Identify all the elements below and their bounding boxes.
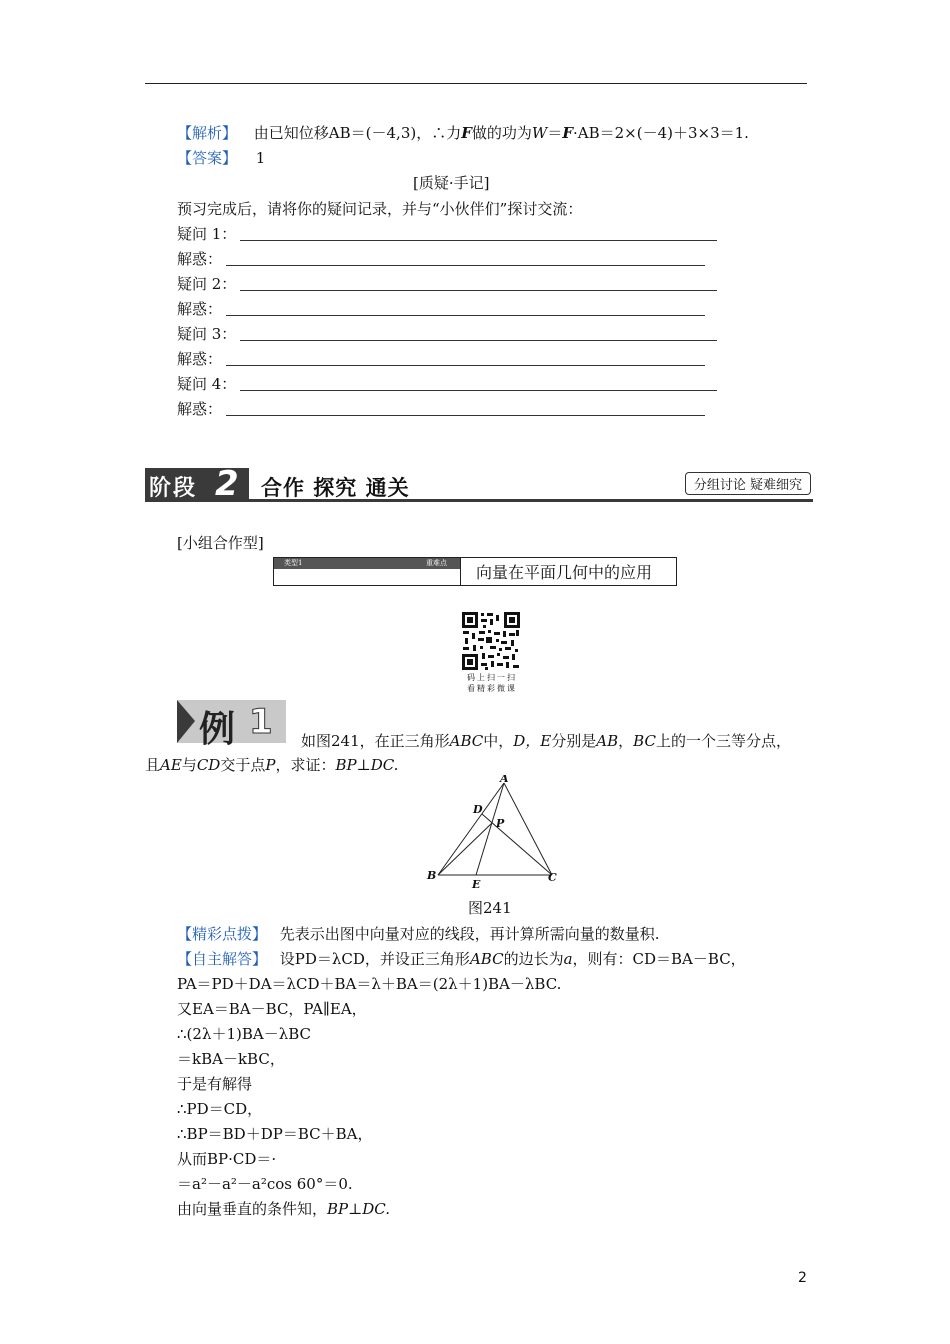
note-fill-line[interactable] — [226, 315, 705, 316]
analysis-line — [177, 123, 749, 143]
example-text: 如图241，在正三角形 — [301, 732, 450, 750]
solution-abc: ABC — [469, 950, 504, 968]
example-abc: ABC — [449, 732, 484, 750]
label-c: C — [548, 871, 557, 884]
example-text: 分别是 — [551, 732, 597, 750]
example-text: ，求证： — [275, 756, 336, 774]
example-number: 1 — [249, 702, 273, 742]
solution-line: 又EA＝BA－BC，PA∥EA， — [177, 1000, 367, 1018]
example-ab: AB — [596, 732, 619, 750]
example-text: 中， — [483, 732, 514, 750]
note-fill-line[interactable] — [240, 390, 717, 391]
type-box-bar — [274, 558, 460, 569]
analysis-text: 由已知位移AB＝(－4,3)，∴力 — [253, 124, 462, 142]
qr-caption-line1: 码上扫一扫 — [467, 673, 517, 682]
note-row-label: 疑问 3： — [177, 325, 237, 343]
label-p: P — [496, 817, 505, 830]
group-type: [小组合作型] — [177, 534, 264, 552]
example-bc: BC — [633, 732, 656, 750]
label-a: A — [500, 775, 509, 785]
solution-conclusion — [177, 1199, 390, 1219]
example-ae: AE — [160, 756, 182, 774]
example-text: 与 — [181, 756, 197, 774]
stage-number: 2 — [215, 464, 239, 504]
note-row-label: 疑问 1： — [177, 225, 237, 243]
example-badge — [177, 700, 286, 750]
solution-text: 设PD＝λCD，并设正三角形 — [279, 950, 470, 968]
segment-cd — [482, 814, 552, 875]
solution-line: PA＝PD＋DA＝λCD＋BA＝λ＋BA＝(2λ＋1)BA－λBC. — [177, 975, 562, 993]
type-box-divider — [460, 558, 461, 585]
solution-line: ＝a²－a²－a²cos 60°＝0. — [177, 1175, 353, 1193]
example-claim: BP⊥DC. — [335, 756, 399, 774]
edge-ac — [504, 783, 552, 875]
solution-line1 — [177, 949, 746, 969]
example-de: D，E — [513, 732, 552, 750]
type-box-label: 向量在平面几何中的应用 — [476, 563, 653, 582]
analysis-force: F — [461, 124, 472, 142]
answer-line — [177, 148, 265, 168]
highlights-text: 先表示出图中向量对应的线段，再计算所需向量的数量积. — [279, 925, 660, 943]
edge-ab — [438, 783, 504, 875]
analysis-text3: ＝ — [547, 124, 563, 142]
example-text: 交于点 — [220, 756, 266, 774]
type-box-small-left: 类型1 — [284, 559, 303, 567]
note-fill-line[interactable] — [240, 340, 717, 341]
qr-caption — [459, 672, 525, 694]
type-box — [273, 557, 677, 586]
note-fill-line[interactable] — [226, 365, 705, 366]
figure-caption: 图241 — [468, 899, 512, 917]
triangle-figure — [420, 775, 560, 893]
highlights-line — [177, 924, 660, 944]
example-text: 上的一个三等分点， — [655, 732, 791, 750]
example-line1 — [301, 731, 791, 751]
label-b: B — [427, 869, 437, 882]
analysis-text4: ·AB＝2×(－4)＋3×3＝1. — [572, 124, 749, 142]
solution-line: 从而BP·CD＝· — [177, 1150, 277, 1168]
stage-banner-rule — [145, 499, 813, 502]
answer-value: 1 — [255, 149, 266, 167]
note-row-label: 疑问 2： — [177, 275, 237, 293]
analysis-force2: F — [562, 124, 573, 142]
note-row-label: 解惑： — [177, 250, 223, 268]
example-text: 且 — [145, 756, 161, 774]
solution-tag: 【自主解答】 — [177, 950, 268, 968]
note-fill-line[interactable] — [240, 240, 717, 241]
stage-word: 阶段 — [149, 476, 198, 501]
analysis-work: W — [531, 124, 548, 142]
solution-text: 由向量垂直的条件知， — [177, 1200, 328, 1218]
solution-line: ∴PD＝CD， — [177, 1100, 263, 1118]
page-number: 2 — [798, 1270, 807, 1286]
answer-tag: 【答案】 — [177, 149, 238, 167]
qr-caption-line2: 看精彩微课 — [467, 684, 517, 693]
note-fill-line[interactable] — [226, 415, 705, 416]
note-row-label: 解惑： — [177, 300, 223, 318]
solution-claim: BP⊥DC. — [327, 1200, 390, 1218]
solution-line: ＝kBA－kBC， — [177, 1050, 285, 1068]
example-char: 例 — [199, 709, 236, 750]
header-rule — [145, 83, 807, 84]
example-text: ， — [618, 732, 634, 750]
note-row-label: 解惑： — [177, 400, 223, 418]
solution-line: 于是有解得 — [177, 1075, 253, 1093]
example-line2 — [145, 755, 398, 775]
analysis-text2: 做的功为 — [471, 124, 532, 142]
highlights-tag: 【精彩点拨】 — [177, 925, 268, 943]
note-row-label: 疑问 4： — [177, 375, 237, 393]
note-fill-line[interactable] — [226, 265, 705, 266]
qr-code-icon[interactable] — [461, 611, 521, 671]
example-arrow-icon — [177, 700, 195, 743]
stage-title: 合作 探究 通关 — [261, 476, 410, 500]
note-fill-line[interactable] — [240, 290, 717, 291]
notes-heading: [质疑·手记] — [413, 174, 490, 192]
label-e: E — [472, 878, 481, 891]
stage-subtitle: 分组讨论 疑难细究 — [685, 472, 811, 495]
example-cd: CD — [196, 756, 221, 774]
solution-line: ∴(2λ＋1)BA－λBC — [177, 1025, 311, 1043]
type-box-small-right: 重难点 — [426, 559, 447, 567]
solution-a: a — [563, 950, 573, 968]
note-row-label: 解惑： — [177, 350, 223, 368]
label-d: D — [473, 803, 483, 816]
stage-banner — [145, 464, 813, 504]
solution-text: 的边长为 — [503, 950, 564, 968]
solution-line: ∴BP＝BD＋DP＝BC＋BA， — [177, 1125, 373, 1143]
notes-intro: 预习完成后，请将你的疑问记录，并与“小伙伴们”探讨交流： — [177, 200, 583, 218]
analysis-tag: 【解析】 — [177, 124, 238, 142]
example-p: P — [265, 756, 276, 774]
solution-text: ，则有：CD＝BA－BC， — [572, 950, 746, 968]
